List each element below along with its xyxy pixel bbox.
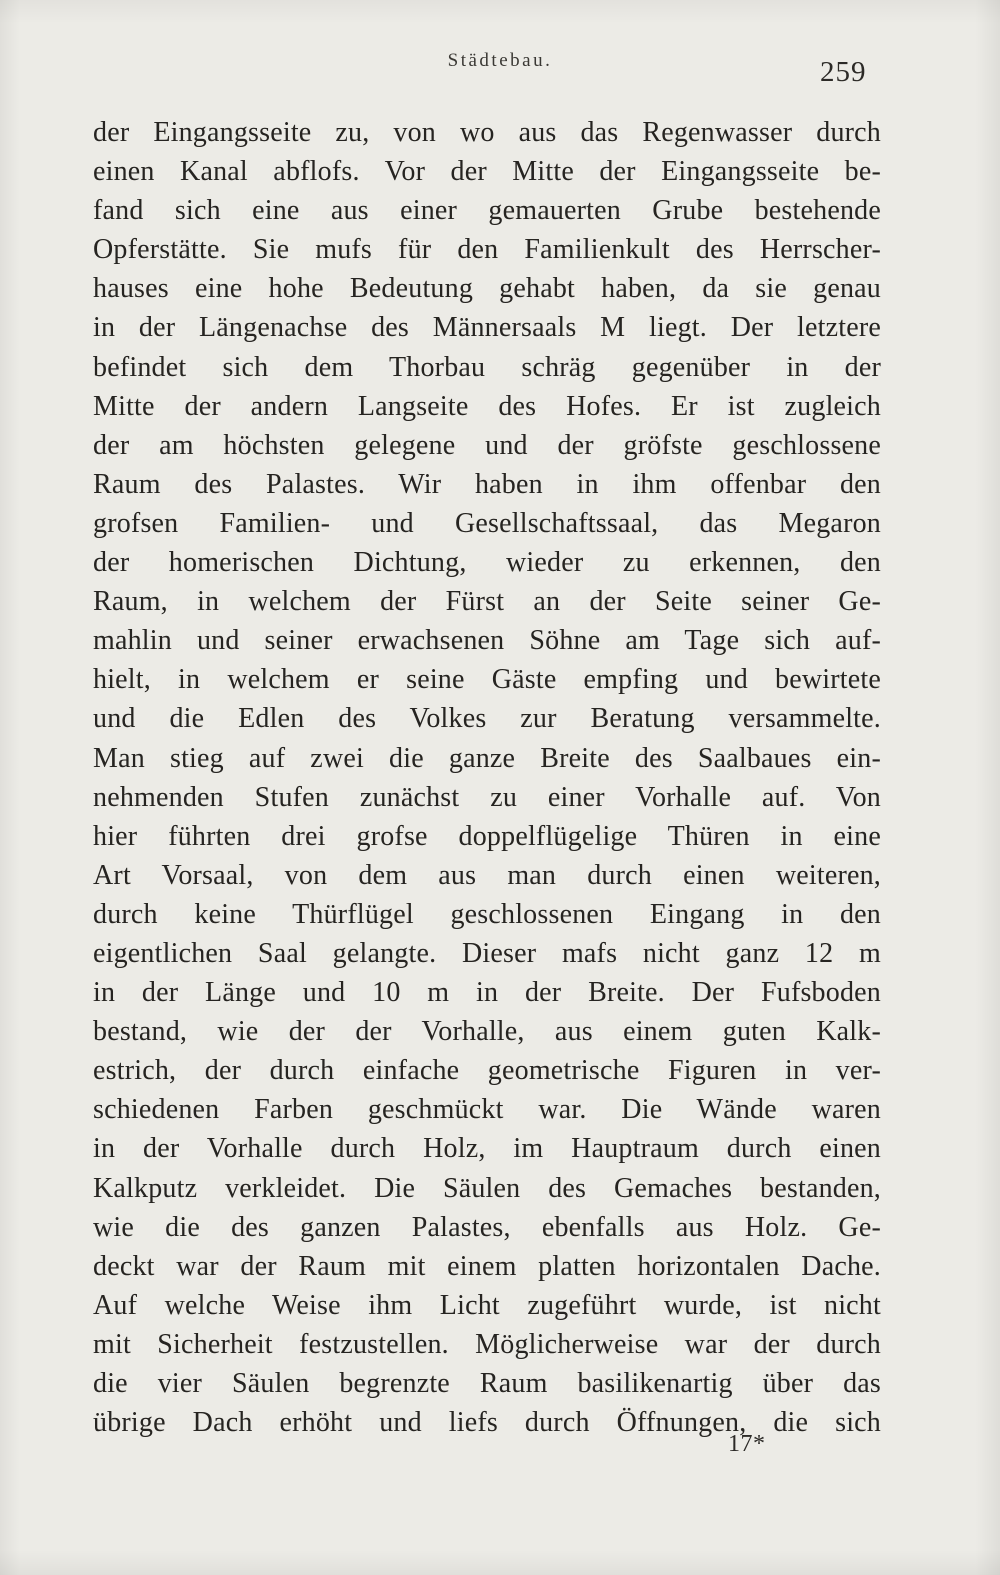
body-text [93,113,881,1442]
text-line: schiedenen Farben geschmückt war. Die Wände waren [93,1094,881,1126]
text-line: der homerischen Dichtung, wieder zu erkennen, den [93,547,881,579]
text-line: Art Vorsaal, von dem aus man durch einen weiteren, [93,859,881,891]
text-line: nehmenden Stufen zunächst zu einer Vorhalle auf. Von [93,781,881,813]
text-line: der Eingangsseite zu, von wo aus das Regenwasser durch [93,117,881,148]
text-line: in der Vorhalle durch Holz, im Hauptraum durch einen [93,1133,881,1165]
text-line: in der Länge und 10 m in der Breite. Der Fufsboden [93,977,881,1009]
text-line: fand sich eine aus einer gemauerten Grube bestehende [93,195,881,227]
text-line: mit Sicherheit festzustellen. Möglicherweise war der durch [93,1328,881,1360]
text-line: befindet sich dem Thorbau schräg gegenüber in der [93,351,881,383]
text-line: bestand, wie der der Vorhalle, aus einem guten Kalk- [93,1016,881,1048]
text-line: estrich, der durch einfache geometrische Figuren in ver- [93,1055,881,1087]
text-line: deckt war der Raum mit einem platten horizontalen Dache. [93,1250,881,1282]
text-line: Raum des Palastes. Wir haben in ihm offenbar den [93,468,881,500]
text-line: in der Längenachse des Männersaals M liegt. Der letztere [93,312,881,344]
text-line: grofsen Familien- und Gesellschaftssaal, das Megaron [93,507,881,539]
text-line: Raum, in welchem der Fürst an der Seite seiner Ge- [93,586,881,618]
text-line: hielt, in welchem er seine Gäste empfing und bewirtete [93,664,881,696]
text-line: übrige Dach erhöht und liefs durch Öffnungen, die sich [93,1407,881,1439]
text-line: Mitte der andern Langseite des Hofes. Er ist zugleich [93,390,881,422]
text-line: der am höchsten gelegene und der gröfste geschlossene [93,429,881,461]
text-line: hier führten drei grofse doppelflügelige Thüren in eine [93,820,881,852]
text-line: und die Edlen des Volkes zur Beratung versammelte. [93,703,881,735]
text-line: mahlin und seiner erwachsenen Söhne am Tage sich auf- [93,625,881,657]
signature-mark: 17* [728,1431,766,1457]
text-line: Man stieg auf zwei die ganze Breite des Saalbaues ein- [93,742,881,774]
text-line: einen Kanal abflofs. Vor der Mitte der Eingangsseite be- [93,156,881,188]
text-line: Kalkputz verkleidet. Die Säulen des Gemaches bestanden, [93,1172,881,1204]
text-line: eigentlichen Saal gelangte. Dieser mafs nicht ganz 12 m [93,937,881,969]
text-line: die vier Säulen begrenzte Raum basilikenartig über das [93,1368,881,1399]
text-line: Opferstätte. Sie mufs für den Familienkult des Herrscher- [93,234,881,266]
text-line: wie die des ganzen Palastes, ebenfalls aus Holz. Ge- [93,1211,881,1243]
page-number: 259 [820,56,867,88]
text-line: Auf welche Weise ihm Licht zugeführt wurde, ist nicht [93,1289,881,1321]
text-line: durch keine Thürflügel geschlossenen Eingang in den [93,898,881,930]
text-line: hauses eine hohe Bedeutung gehabt haben, da sie genau [93,273,881,305]
running-head: Städtebau. [447,50,553,71]
